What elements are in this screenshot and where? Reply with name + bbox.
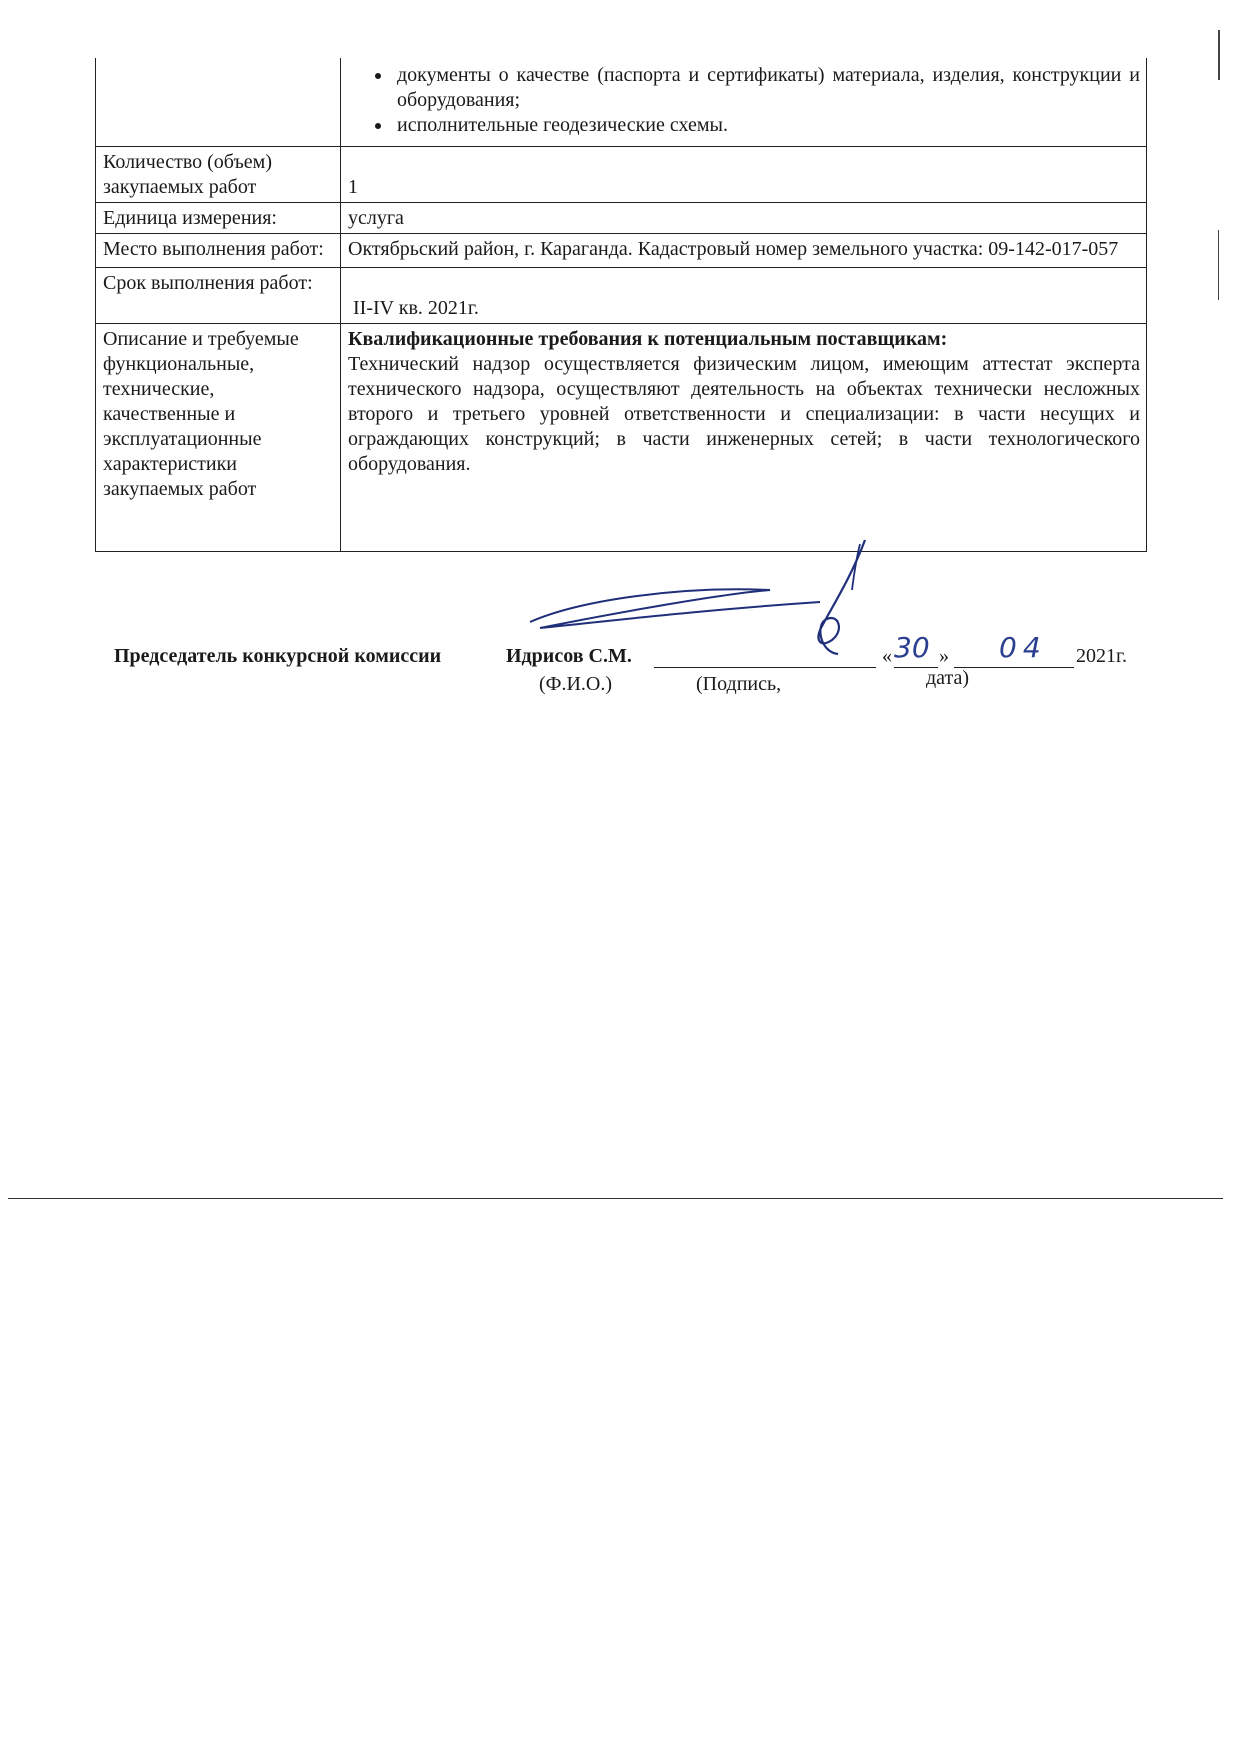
scan-edge-mark (1218, 230, 1219, 300)
table-row-deadline (96, 268, 1147, 324)
row-label: Единица измерения: (96, 203, 341, 234)
qualification-title: Квалификационные требования к потенциальным поставщикам: (348, 328, 948, 350)
description-cell (341, 324, 1147, 552)
chair-name: Идрисов С.М. (506, 645, 632, 667)
quantity-value: 1 (348, 176, 358, 198)
signature-line (654, 649, 876, 668)
chair-label: Председатель конкурсной комиссии (114, 645, 442, 667)
row-value: Октябрьский район, г. Караганда. Кадастровый номер земельного участка: 09-142-017-057 (341, 234, 1147, 268)
row-label: Срок выполнения работ: (96, 268, 341, 324)
row-label: Описание и требуемые функциональные, технические, качественные и эксплуатационные характеристики закупаемых работ (96, 324, 341, 552)
date-month: 04 (999, 631, 1047, 664)
table-row-description (96, 324, 1147, 552)
day-line (894, 649, 938, 668)
row-value (341, 268, 1147, 324)
deadline-value: II-IV кв. 2021г. (353, 297, 479, 319)
table-row-location (96, 234, 1147, 268)
table-row-documents (96, 58, 1147, 147)
caption-date: дата) (926, 667, 970, 689)
row-label: Количество (объем) закупаемых работ (96, 147, 341, 203)
bullet-geodetic-schemes: • исполнительные геодезические схемы. (393, 113, 1140, 138)
documents-cell (341, 58, 1147, 147)
quote-open: « (882, 645, 892, 667)
row-value: услуга (341, 203, 1147, 234)
caption-signature: (Подпись, (696, 673, 782, 695)
date-day: 30 (894, 631, 930, 664)
scan-divider-line (8, 1198, 1223, 1199)
caption-fio: (Ф.И.О.) (539, 673, 613, 695)
signature-block (114, 631, 1154, 705)
date-year: 2021г. (1076, 645, 1127, 667)
row-label: Место выполнения работ: (96, 234, 341, 268)
bullet-quality-docs: • документы о качестве (паспорта и сертификаты) материала, изделия, конструкции и оборудования; (393, 63, 1140, 113)
scan-edge-mark (1218, 30, 1220, 80)
table-row-unit (96, 203, 1147, 234)
table-row-quantity (96, 147, 1147, 203)
qualification-text: Технический надзор осуществляется физическим лицом, имеющим аттестат эксперта технического надзора, осуществляют деятельность на объектах технически несложных второго и третьего уровней ответственности и специализации: в части несущих и ограждающих конструкций; в части инженерных сетей; в части технологического оборудования. (348, 353, 1140, 475)
empty-label-cell (96, 58, 341, 147)
specification-table (95, 58, 1147, 552)
quote-close: » (939, 645, 949, 667)
month-line (954, 649, 1074, 668)
row-value (341, 147, 1147, 203)
